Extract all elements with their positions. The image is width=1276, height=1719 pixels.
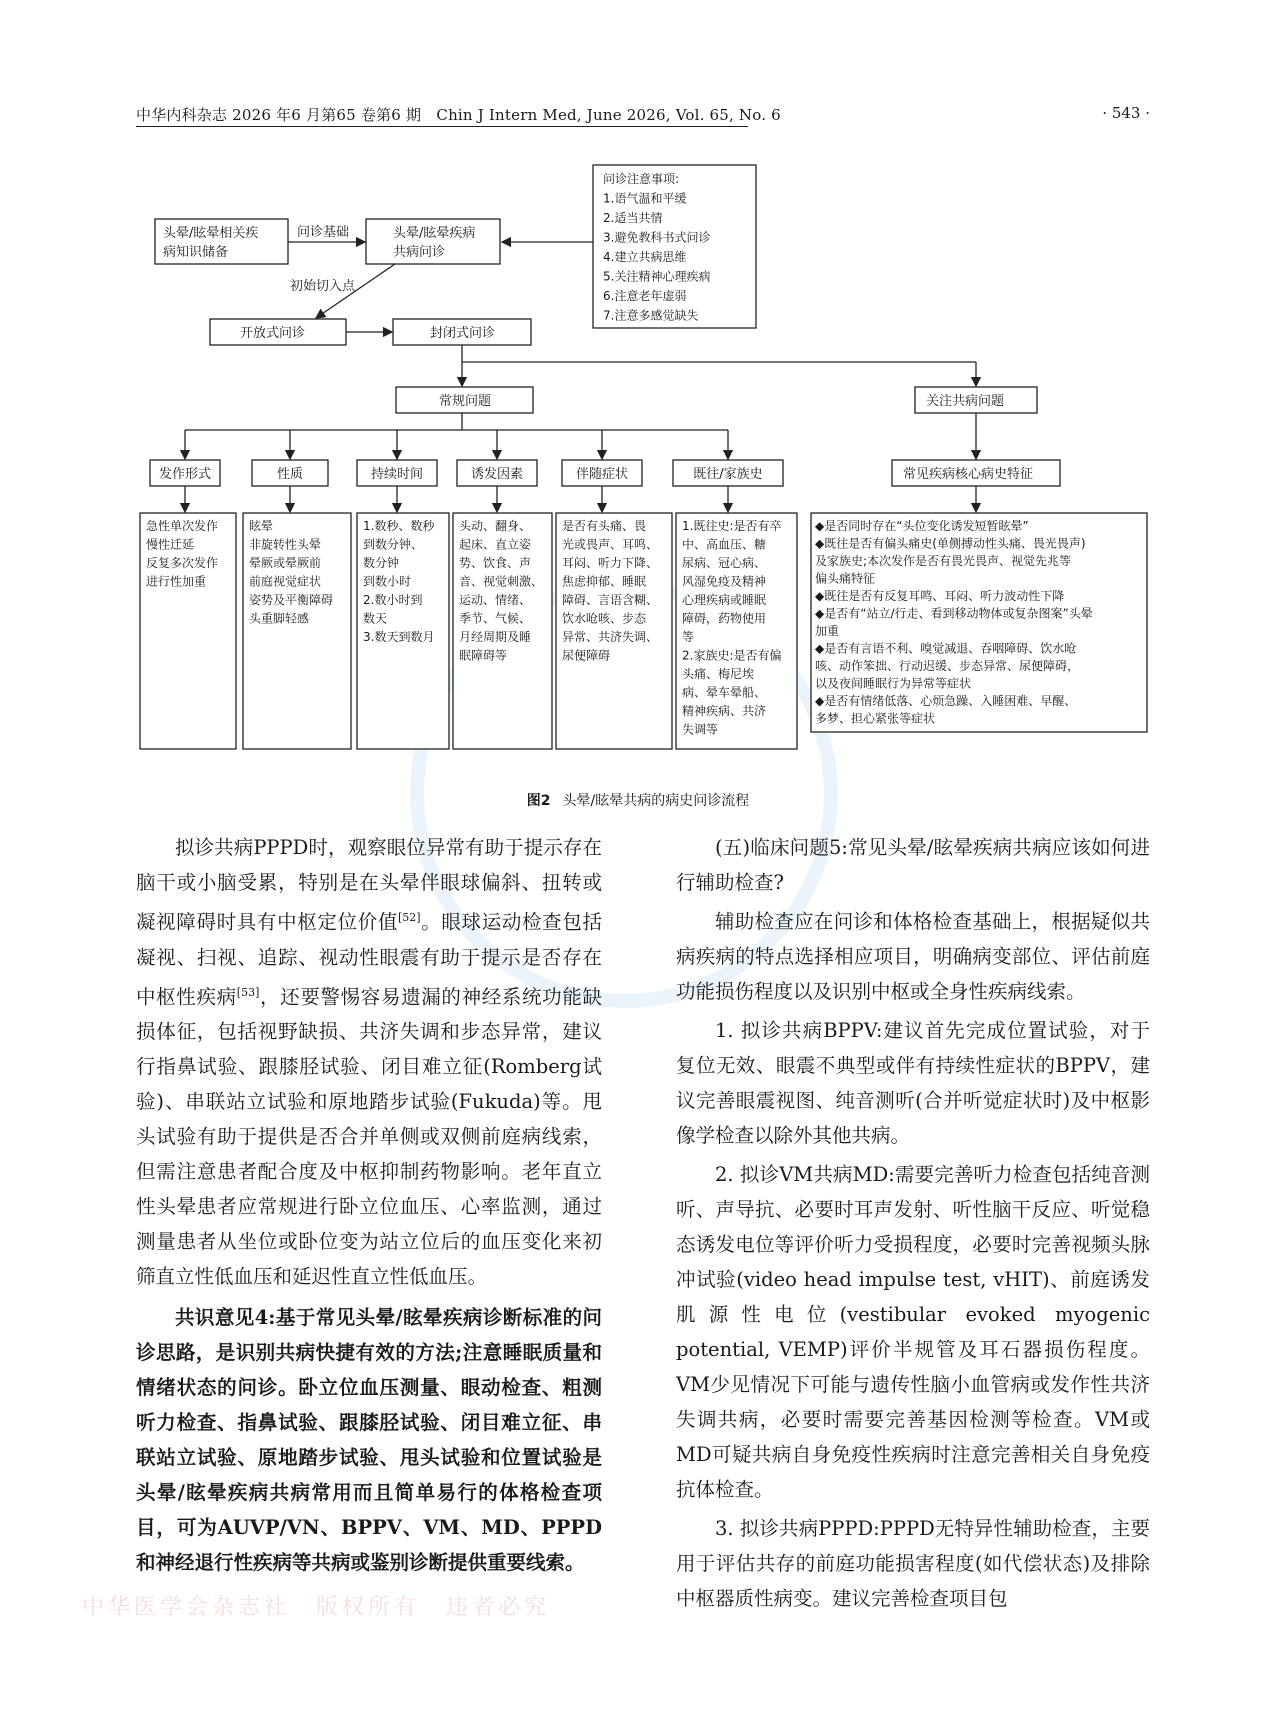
detail-line: 急性单次发作 bbox=[146, 519, 219, 533]
detail-line: 1.数秒、数秒 bbox=[363, 519, 435, 533]
citation-53: [53] bbox=[236, 985, 260, 999]
comorbid-line-1: 头晕/眩晕疾病 bbox=[393, 226, 476, 241]
detail-line: 音、视觉刺激、 bbox=[459, 574, 544, 589]
detail-line: 风湿免疫及精神 bbox=[682, 574, 767, 589]
journal-citation: 中华内科杂志 2026 年6 月第65 卷第6 期 Chin J Intern Med, June 2026, Vol. 65, No. 6 bbox=[136, 106, 781, 124]
publisher-mark: 中华医学会杂志社 版权所有 违者必究 bbox=[82, 1595, 551, 1620]
left-column bbox=[136, 830, 602, 1580]
figure-label: 图2 bbox=[526, 793, 551, 809]
notes-box bbox=[593, 165, 756, 328]
flowchart bbox=[0, 0, 1276, 790]
notes-item: 5.关注精神心理疾病 bbox=[603, 269, 711, 284]
category-label: 发作形式 bbox=[158, 467, 212, 482]
detail-line: 是否有头痛、畏 bbox=[562, 519, 647, 533]
notes-item: 7.注意多感觉缺失 bbox=[603, 308, 699, 323]
left-p1-c: ，还要警惕容易遗漏的神经系统功能缺损体征，包括视野缺损、共济失调和步态异常，建议行指鼻试验、跟膝胫试验、闭目难立征(Romberg试验)、串联站立试验和原地踏步试验(Fukuda)等。甩头试验有助于提供是否合并单侧或双侧前庭病线索，但需注意患者配合度及中枢抑制药物影响。老年直立性头晕患者应常规进行卧立位血压、心率监测，通过测量患者从坐位或卧位变为站立位后的血压变化来初筛直立性低血压和延迟性直立性低血压。 bbox=[136, 985, 602, 1288]
consensus-opinion-4: 共识意见4:基于常见头晕/眩晕疾病诊断标准的问诊思路，是识别共病快捷有效的方法;注意睡眠质量和情绪状态的问诊。卧立位血压测量、眼动检查、粗测听力检查、指鼻试验、跟膝胫试验、闭目难立征、串联站立试验、原地踏步试验、甩头试验和位置试验是头晕/眩晕疾病共病常用而且简单易行的体格检查项目，可为AUVP/VN、BPPV、VM、MD、PPPD和神经退行性疾病等共病或鉴别诊断提供重要线索。 bbox=[136, 1306, 602, 1574]
detail-line: 尿病、冠心病、 bbox=[682, 556, 767, 570]
category-label: 持续时间 bbox=[370, 467, 424, 482]
detail-line: 耳闷、听力下降、 bbox=[562, 556, 659, 570]
detail-line: 月经周期及睡 bbox=[459, 630, 532, 644]
detail-line: 光或畏声、耳鸣、 bbox=[562, 537, 659, 552]
detail-line: 等 bbox=[682, 630, 695, 644]
detail-line: 起床、直立姿 bbox=[459, 537, 532, 552]
detail-line: 晕厥或晕厥前 bbox=[249, 556, 322, 570]
notes-item: 2.适当共情 bbox=[603, 211, 663, 225]
detail-line: 2.数小时到 bbox=[363, 593, 423, 607]
detail-line: 势、饮食、声 bbox=[459, 556, 532, 570]
right-heading: (五)临床问题5:常见头晕/眩晕疾病共病应该如何进行辅助检查? bbox=[676, 836, 1150, 894]
knowledge-line-2: 病知识储备 bbox=[163, 245, 229, 260]
detail-line: 季节、气候、 bbox=[459, 611, 532, 626]
core-detail-line: 多梦、担心紧张等症状 bbox=[815, 711, 936, 726]
core-detail-line: ◆是否有“站立/行走、看到移动物体或复杂图案”头晕 bbox=[815, 606, 1093, 621]
notes-item: 问诊注意事项: bbox=[603, 172, 680, 186]
detail-line: 眠障碍等 bbox=[459, 648, 508, 663]
detail-line: 尿便障碍 bbox=[562, 648, 611, 663]
figure-caption bbox=[0, 790, 1276, 810]
knowledge-line-1: 头晕/眩晕相关疾 bbox=[163, 226, 259, 241]
core-detail-line: 加重 bbox=[815, 624, 840, 638]
detail-line: 障碍，药物使用 bbox=[682, 611, 767, 626]
notes-item: 6.注意老年虚弱 bbox=[603, 289, 687, 303]
left-p1-b: 。眼球运动检查包括凝视、扫视、追踪、视动性眼震有助于提示是否存在中枢性疾病 bbox=[136, 910, 602, 1008]
core-detail-line: ◆既往是否有偏头痛史(单侧搏动性头痛、畏光畏声) bbox=[815, 536, 1086, 551]
core-detail-line: ◆是否同时存在“头位变化诱发短暂眩晕” bbox=[815, 519, 1029, 533]
right-paragraph-pppd: 3. 拟诊共病PPPD:PPPD无特异性辅助检查，主要用于评估共存的前庭功能损害程度(如代偿状态)及排除中枢器质性病变。建议完善检查项目包 bbox=[676, 1517, 1150, 1610]
left-p1-a: 拟诊共病PPPD时，观察眼位异常有助于提示存在脑干或小脑受累，特别是在头晕伴眼球偏斜、扭转或凝视障碍时具有中枢定位价值 bbox=[136, 836, 602, 934]
core-detail-line: 偏头痛特征 bbox=[815, 571, 876, 586]
detail-line: 到数分钟、 bbox=[363, 537, 424, 552]
closed-interview-label: 封闭式问诊 bbox=[430, 326, 496, 341]
detail-line: 障碍、言语含糊、 bbox=[562, 593, 659, 607]
attention-label: 关注共病问题 bbox=[926, 394, 1005, 409]
notes-item: 3.避免教科书式问诊 bbox=[603, 230, 711, 245]
detail-line: 数天 bbox=[363, 611, 388, 626]
notes-item: 1.语气温和平缓 bbox=[603, 191, 687, 206]
detail-line: 2.家族史:是否有偏 bbox=[682, 648, 782, 663]
category-boxes bbox=[150, 430, 783, 512]
category-label: 既往/家族史 bbox=[693, 467, 763, 482]
detail-line: 心理疾病或睡眠 bbox=[682, 593, 767, 607]
detail-line: 异常、共济失调、 bbox=[562, 630, 659, 644]
routine-label: 常规问题 bbox=[439, 394, 492, 409]
detail-line: 眩晕 bbox=[249, 519, 274, 533]
detail-line: 头动、翻身、 bbox=[459, 519, 532, 533]
right-paragraph-bppv: 1. 拟诊共病BPPV:建议首先完成位置试验，对于复位无效、眼震不典型或伴有持续性症状的BPPV，建议完善眼震视图、纯音测听(合并听觉症状时)及中枢影像学检查以除外其他共病。 bbox=[676, 1019, 1150, 1147]
right-paragraph-2: 辅助检查应在问诊和体格检查基础上，根据疑似共病疾病的特点选择相应项目，明确病变部位、评估前庭功能损伤程度以及识别中枢或全身性疾病线索。 bbox=[676, 910, 1150, 1003]
detail-line: 头痛、梅尼埃 bbox=[682, 667, 755, 681]
detail-line: 到数小时 bbox=[363, 574, 412, 589]
core-label: 常见疾病核心病史特征 bbox=[903, 467, 1034, 482]
entry-label: 初始切入点 bbox=[290, 279, 356, 294]
detail-line: 数分钟 bbox=[363, 556, 400, 570]
detail-line: 病、晕车晕船、 bbox=[682, 685, 767, 700]
category-label: 性质 bbox=[276, 467, 304, 482]
right-paragraph-vm-md: 2. 拟诊VM共病MD:需要完善听力检查包括纯音测听、声导抗、必要时耳声发射、听性脑干反应、听觉稳态诱发电位等评价听力受损程度，必要时完善视频头脉冲试验(video head impulse test, vHIT)、前庭诱发肌源性电位(vestibular evoked myogenic potential, VEMP)评价半规管及耳石器损伤程度。VM少见情况下可能与遗传性脑小血管病或发作性共济失调共病，必要时需要完善基因检测等检查。VM或MD可疑共病自身免疫性疾病时注意完善相关自身免疫抗体检查。 bbox=[676, 1163, 1150, 1501]
detail-line: 失调等 bbox=[682, 722, 719, 737]
detail-line: 中、高血压、糖 bbox=[682, 537, 767, 552]
basis-label: 问诊基础 bbox=[297, 225, 350, 240]
detail-line: 精神疾病、共济 bbox=[682, 704, 767, 718]
detail-line: 进行性加重 bbox=[146, 574, 207, 589]
core-detail-line: 及家族史;本次发作是否有畏光畏声、视觉先兆等 bbox=[815, 554, 1072, 568]
core-detail-line: 咳、动作笨拙、行动迟缓、步态异常、尿便障碍， bbox=[815, 659, 1080, 673]
detail-line: 3.数天到数月 bbox=[363, 630, 435, 644]
detail-line: 焦虑抑郁、睡眠 bbox=[562, 574, 647, 589]
notes-item: 4.建立共病思维 bbox=[603, 250, 687, 264]
detail-line: 慢性迁延 bbox=[146, 537, 195, 552]
core-detail-line: 以及夜间睡眠行为异常等症状 bbox=[815, 676, 972, 691]
detail-line: 前庭视觉症状 bbox=[249, 574, 322, 589]
core-detail-line: ◆是否有言语不利、嗅觉减退、吞咽障碍、饮水呛 bbox=[815, 641, 1077, 656]
core-detail-line: ◆是否有情绪低落、心烦急躁、入睡困难、早醒、 bbox=[815, 694, 1077, 708]
detail-line: 运动、情绪、 bbox=[459, 593, 532, 607]
open-interview-label: 开放式问诊 bbox=[240, 326, 306, 341]
category-label: 诱发因素 bbox=[470, 467, 524, 482]
detail-line: 饮水呛咳、步态 bbox=[562, 611, 647, 626]
page-number: · 543 · bbox=[1102, 104, 1150, 122]
comorbid-line-2: 共病问诊 bbox=[393, 245, 446, 260]
core-detail-line: ◆既往是否有反复耳鸣、耳闷、听力波动性下降 bbox=[815, 589, 1065, 603]
detail-boxes bbox=[140, 513, 797, 749]
right-column bbox=[676, 830, 1150, 1616]
detail-line: 反复多次发作 bbox=[146, 556, 219, 570]
left-paragraph-1 bbox=[136, 830, 602, 1294]
detail-line: 姿势及平衡障碍 bbox=[249, 593, 334, 607]
detail-line: 1.既往史:是否有卒 bbox=[682, 519, 782, 533]
figure-title: 头晕/眩晕共病的病史问诊流程 bbox=[562, 793, 750, 809]
detail-line: 头重脚轻感 bbox=[249, 611, 310, 626]
citation-52: [52] bbox=[398, 911, 421, 924]
category-label: 伴随症状 bbox=[575, 467, 629, 482]
detail-line: 非旋转性头晕 bbox=[249, 537, 322, 552]
